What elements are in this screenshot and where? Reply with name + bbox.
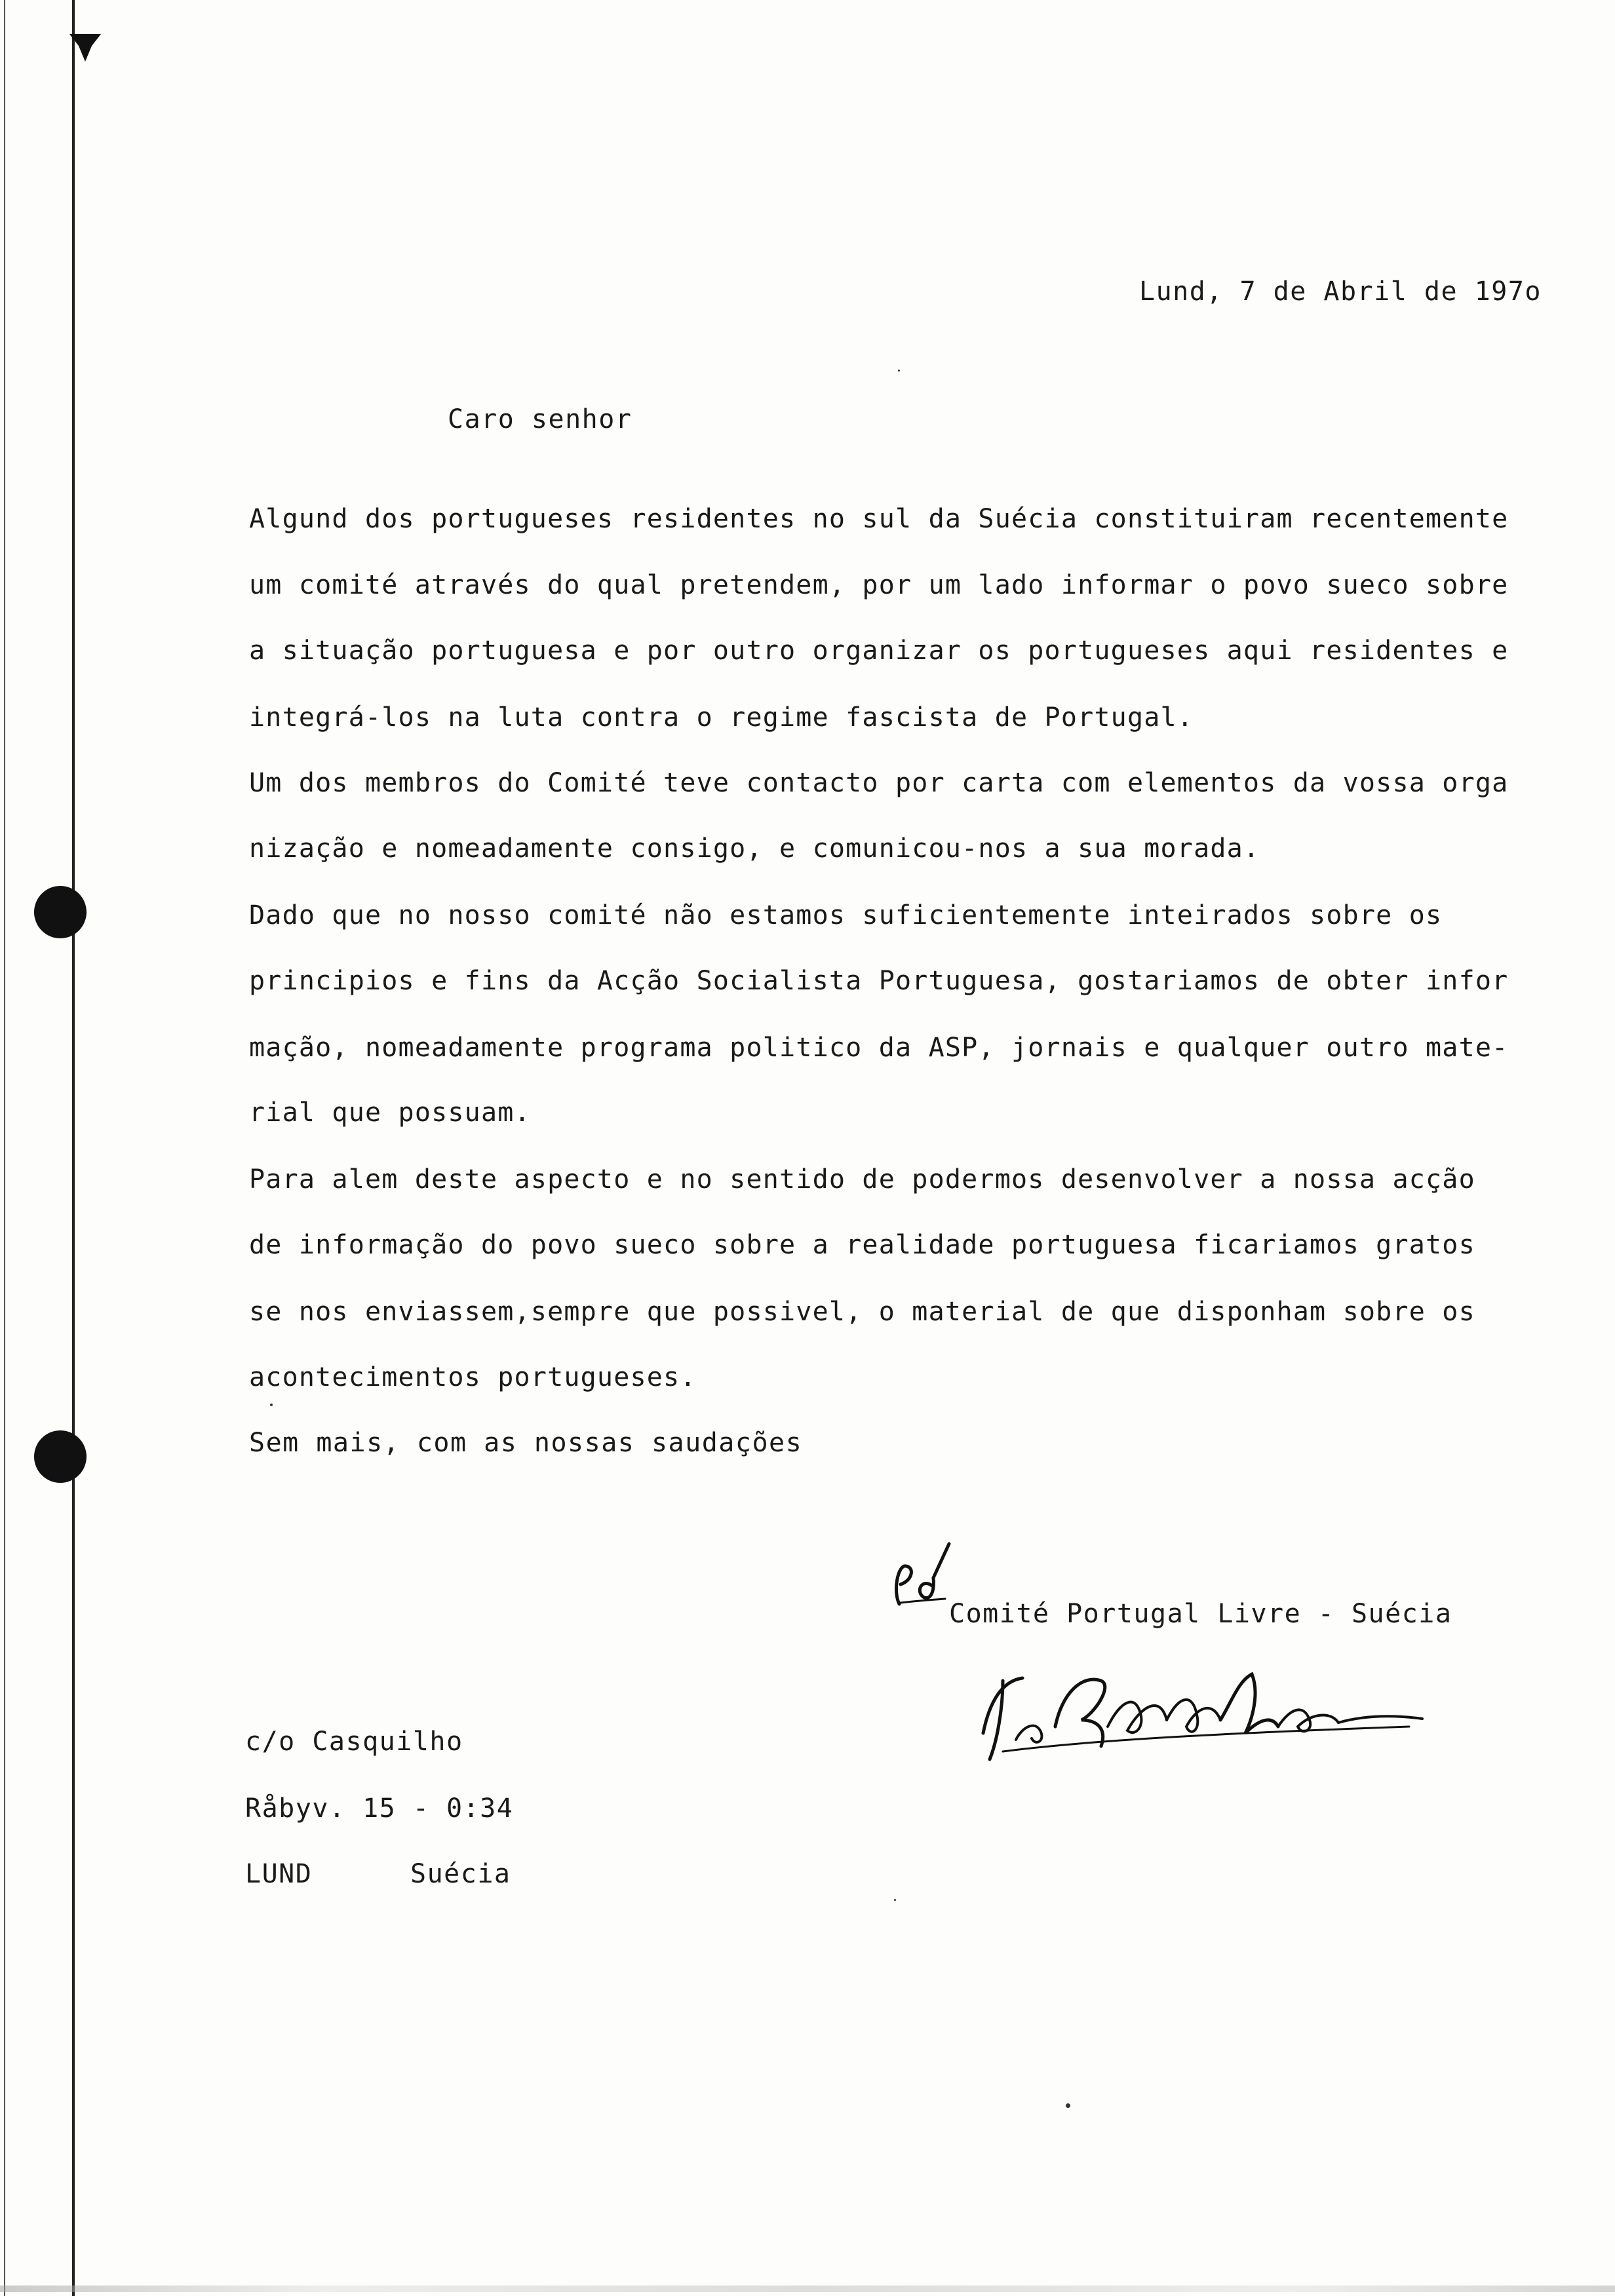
body-line: de informação do povo sueco sobre a realidade portuguesa ficariamos gratos <box>249 1230 1475 1260</box>
body-line: Algund dos portugueses residentes no sul da Suécia constituiram recentemente <box>249 504 1509 534</box>
ink-speck <box>894 1899 896 1901</box>
ink-speck <box>1066 2103 1070 2108</box>
body-line: integrá-los na luta contra o regime fascista de Portugal. <box>249 702 1194 733</box>
address-city: LUND <box>245 1859 313 1889</box>
letter-closing: Sem mais, com as nossas saudações <box>249 1428 803 1458</box>
corner-ink-mark-icon <box>66 31 105 64</box>
body-line: Um dos membros do Comité teve contacto por carta com elementos da vossa orga <box>249 768 1509 798</box>
scan-edge-line <box>4 0 5 2296</box>
punch-hole-bottom <box>34 1430 87 1483</box>
address-line-1: c/o Casquilho <box>245 1727 463 1757</box>
body-line: mação, nomeadamente programa politico da ASP, jornais e qualquer outro mate- <box>249 1033 1509 1063</box>
letter-date: Lund, 7 de Abril de 197o <box>1139 277 1542 307</box>
body-line: um comité através do qual pretendem, por um lado informar o povo sueco sobre <box>249 570 1509 600</box>
body-line: Para alem deste aspecto e no sentido de podermos desenvolver a nossa acção <box>249 1164 1475 1195</box>
body-line: nização e nomeadamente consigo, e comunicou-nos a sua morada. <box>249 833 1260 864</box>
punch-hole-top <box>34 886 87 938</box>
binder-margin-line <box>72 0 75 2296</box>
body-line: se nos enviassem,sempre que possivel, o material de que disponham sobre os <box>249 1297 1475 1327</box>
body-line: acontecimentos portugueses. <box>249 1362 697 1392</box>
handwritten-pd-mark <box>886 1539 958 1617</box>
handwritten-signature <box>963 1655 1435 1766</box>
address-line-2: Råbyv. 15 - 0:34 <box>245 1793 514 1824</box>
ink-speck <box>898 370 900 372</box>
scan-bottom-edge <box>0 2286 1615 2292</box>
committee-name: Comité Portugal Livre - Suécia <box>949 1599 1452 1629</box>
body-line: principios e fins da Acção Socialista Portuguesa, gostariamos de obter infor <box>249 966 1509 996</box>
address-country: Suécia <box>410 1859 511 1889</box>
body-line: Dado que no nosso comité não estamos suficientemente inteirados sobre os <box>249 900 1443 930</box>
ink-speck <box>270 1404 273 1406</box>
letter-salutation: Caro senhor <box>448 404 632 434</box>
body-line: rial que possuam. <box>249 1098 531 1128</box>
body-line: a situação portuguesa e por outro organizar os portugueses aqui residentes e <box>249 636 1509 666</box>
